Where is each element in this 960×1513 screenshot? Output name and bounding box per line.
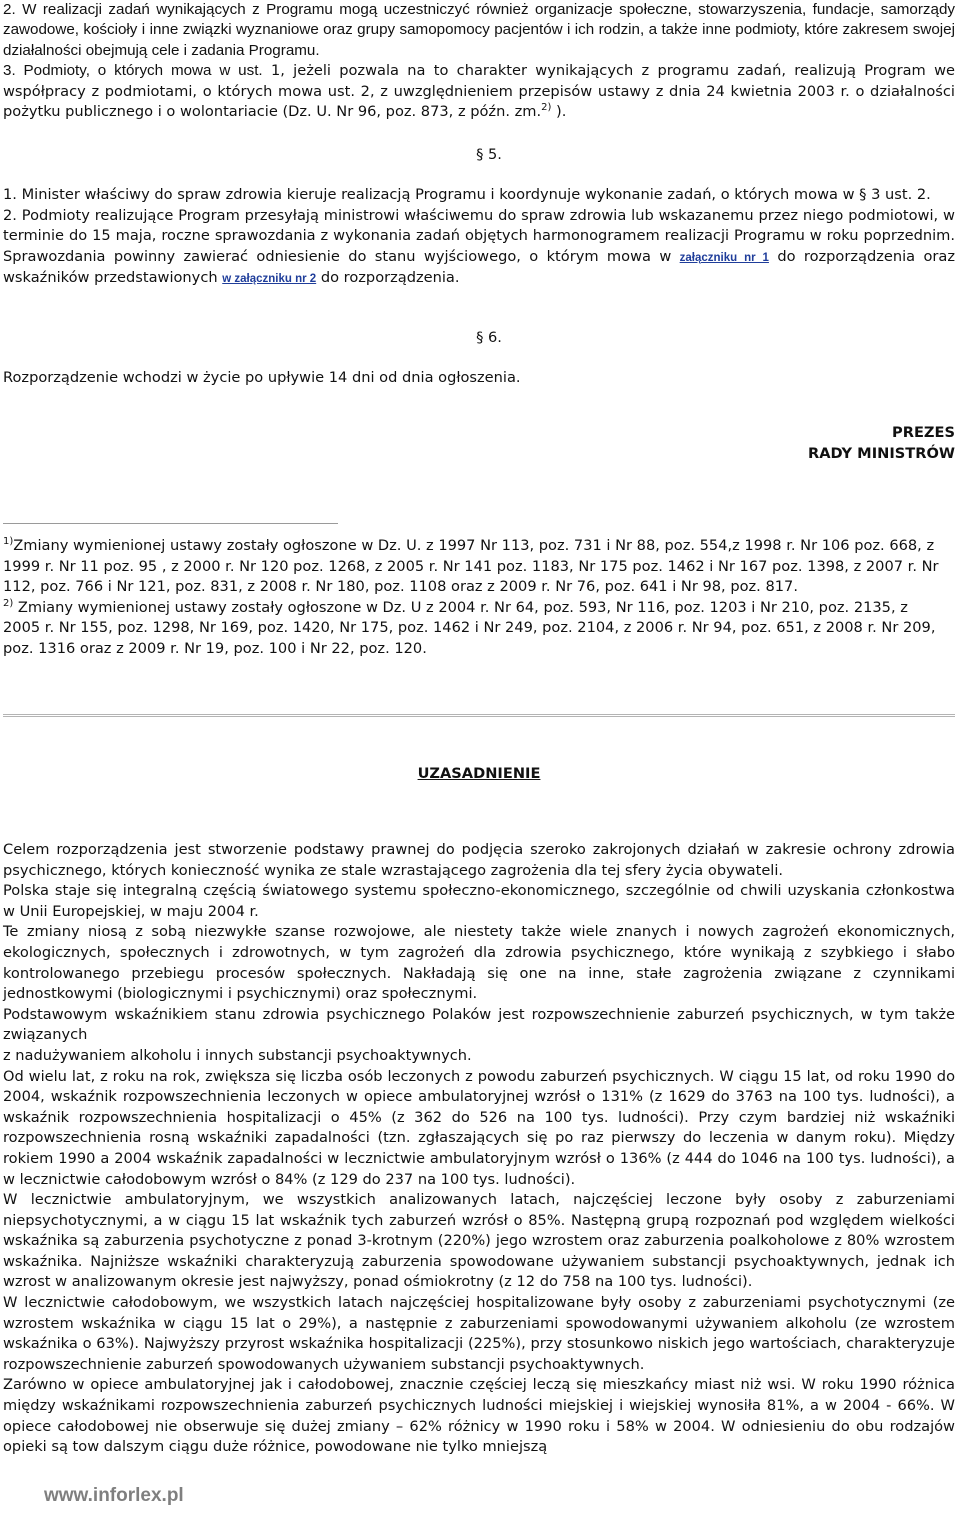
section-6-number: § 6. (476, 329, 502, 346)
footnotes (3, 536, 955, 660)
signature-block (3, 423, 955, 464)
watermark-logo: www.inforlex.pl (44, 1485, 184, 1506)
program-paragraph-3-end: ). (551, 103, 567, 121)
annex-2-link[interactable]: w załączniku nr 2 (222, 273, 317, 286)
program-paragraph-3-body: 1, jeżeli pozwala na to charakter wynikających z programu zadań, realizują Program we współpracy z podmiotami, o których mowa ust. 2, z uwzględnieniem przepisów ustawy z dnia 24 kwietnia 2003 r. o działalności pożytku publicznego i o wolontariacie (Dz. U. Nr 96, poz. 873, z późn. zm. (3, 62, 955, 121)
justification-paragraph: Polska staje się integralną częścią światowego systemu społeczno-ekonomicznego, szczególnie od chwili uzyskania członkostwa w Unii Europejskiej, w maju 2004 r. (3, 882, 955, 920)
section-5-paragraph-1: 1. Minister właściwy do spraw zdrowia kieruje realizacją Programu i koordynuje wykonanie zadań, o których mowa w § 3 ust. 2. (3, 186, 931, 203)
footnote-1-text: Zmiany wymienionej ustawy zostały ogłoszone w Dz. U. z 1997 Nr 113, poz. 731 i Nr 88, poz. 554,z 1998 r. Nr 106 poz. 668, z 1999 r. Nr 11 poz. 95 , z 2000 r. Nr 120 poz. 1268, z 2005 r. Nr 141 poz. 1183, Nr 175 poz. 1462 i Nr 167 poz. 1398, z 2007 r. Nr 112, poz. 766 i Nr 121, poz. 831, z 2008 r. Nr 180, poz. 1108 oraz z 2009 r. Nr 76, poz. 641 i Nr 98, poz. 817. (3, 537, 939, 596)
justification-paragraph: Te zmiany niosą z sobą niezwykłe szanse rozwojowe, ale niestety także wiele znanych i nowych zagrożeń ekonomicznych, ekologicznych, społecznych i zdrowotnych, w tym zagrożeń dla zdrowia psychicznego, które wynikają z szybkiego i słabo kontrolowanego przebiegu procesów społecznych. Nakładają się one na inne, stałe zagrożenia związane z czynnikami jednostkowymi (biologicznymi i psychicznymi) oraz społecznymi. (3, 923, 955, 1003)
justification-paragraph: Zarówno w opiece ambulatoryjnej jak i całodobowej, znacznie częściej leczą się mieszkańcy miast niż wsi. W roku 1990 różnica między wskaźnikami rozpowszechnienia zaburzeń psychicznych ludności miejskiej i wiejskiej wynosiła 81%, a w 2004 - 66%. W opiece całodobowej nie obserwuje się dużej zmiany – 62% różnicy w 1990 roku i 58% w 2004. W odniesieniu do obu rodzajów opieki są tow dalszym ciągu duże różnice, powodowane nie tylko mniejszą (3, 1376, 955, 1456)
section-5-paragraph-2-text-b: do rozporządzenia oraz wskaźników przedstawionych (3, 247, 956, 287)
section-5-number: § 5. (476, 146, 502, 163)
footnote-1-mark: 1) (3, 536, 14, 547)
program-paragraph-3 (3, 61, 955, 122)
section-divider (3, 714, 955, 717)
annex-1-link[interactable]: załączniku nr 1 (679, 251, 769, 264)
footnote-2-mark: 2) (3, 597, 14, 609)
justification-paragraph: Celem rozporządzenia jest stworzenie podstawy prawnej do podjęcia szeroko zakrojonych działań w zakresie ochrony zdrowia psychicznego, których konieczność wynika ze stale wzrastającego zagrożenia dla tej sfery życia obywateli. (3, 841, 955, 879)
signature-line-1: PREZES (892, 424, 955, 441)
section-5-body (3, 185, 955, 290)
footnote-2 (3, 598, 955, 660)
program-paragraph-3-start: 3. Podmioty, o których mowa w ust. (3, 62, 263, 80)
section-6-text: Rozporządzenie wchodzi w życie po upływie 14 dni od dnia ogłoszenia. (3, 369, 521, 386)
section-5-paragraph-2 (3, 206, 955, 290)
justification-paragraph: W lecznictwie ambulatoryjnym, we wszystkich analizowanych latach, najczęściej leczone były osoby z zaburzeniami niepsychotycznymi, a w ciągu 15 lat wskaźnik tych zaburzeń wzrósł o 85%. Następną grupą rozpoznań pod względem wielkości wskaźnika są zaburzenia psychotyczne z ponad 3-krotnym (220%) jego wzrostem oraz zaburzenia poalkoholowe z 80% wzrostem wskaźnika. Najniższe wskaźniki charakteryzują zaburzenia spowodowane używaniem substancji psychoaktywnych, jednak ich wzrost w analizowanym okresie jest najwyższy, ponad ośmiokrotny (z 12 do 758 na 100 tys. ludności). (3, 1191, 955, 1291)
program-paragraph-2: 2. W realizacji zadań wynikających z Programu mogą uczestniczyć również organizacje społeczne, stowarzyszenia, fundacje, samorządy zawodowe, kościoły i inne związki wyznaniowe oraz grupy samopomocy pacjentów i ich rodzin, a także inne podmioty, które zakresem swojej działalności obejmują cele i zadania Programu. (3, 1, 955, 59)
section-5-paragraph-2-text-c: do rozporządzenia. (316, 269, 460, 287)
justification-paragraph: Podstawowym wskaźnikiem stanu zdrowia psychicznego Polaków jest rozpowszechnienie zaburzeń psychicznych, w tym także związanych (3, 1005, 955, 1044)
justification-paragraph: W lecznictwie całodobowym, we wszystkich latach najczęściej hospitalizowane były osoby z zaburzeniami psychotycznymi (ze wzrostem wskaźnika w ciągu 15 lat o 29%), a następnie z zaburzeniami spowodowanymi używaniem alkoholu (ze wzrostem wskaźnika o 63%). Najwyższy przyrost wskaźnika hospitalizacji (225%), przy stosunkowo niskich jego wartościach, charakteryzuje rozpowszechnienie zaburzeń spowodowanych używaniem substancji psychoaktywnych. (3, 1294, 955, 1373)
section-5-paragraph-2-text-a: 2. Podmioty realizujące Program przesyłają ministrowi właściwemu do spraw zdrowia lub wskazanemu przez niego podmiotowi, w terminie do 15 maja, roczne sprawozdania z wykonania zadań objętych harmonogramem realizacji Programu w roku poprzednim. Sprawozdania powinny zawierać odniesienie do stanu wyjściowego, o którym mowa w (3, 206, 955, 265)
justification-heading: UZASADNIENIE (417, 765, 541, 782)
footnote-separator (3, 523, 338, 524)
justification-paragraph: z nadużywaniem alkoholu i innych substancji psychoaktywnych. (3, 1046, 472, 1064)
justification-paragraph: Od wielu lat, z roku na rok, zwiększa się liczba osób leczonych z powodu zaburzeń psychicznych. W ciągu 15 lat, od roku 1990 do 2004, wskaźnik rozpowszechnienia leczonych w opiece ambulatoryjnej wzrósł o 131% (z 1629 do 3763 na 100 tys. ludności), a wskaźnik rozpowszechnienia hospitalizacji o 45% (z 362 do 526 na 100 tys. ludności). Przy czym bardziej niż wskaźniki rozpowszechnienia rosną wskaźniki zapadalności (tzn. zgłaszających się po raz pierwszy do leczenia w danym roku). Między rokiem 1990 a 2004 wskaźnik zapadalności w lecznictwie ambulatoryjnym wzrósł o 136% (z 444 do 1046 na 100 tys. ludności), a w lecznictwie całodobowym wzrósł o 84% (z 129 do 237 na 100 tys. ludności). (3, 1067, 955, 1188)
justification-body (3, 840, 955, 1458)
footnote-2-text: Zmiany wymienionej ustawy zostały ogłoszone w Dz. U z 2004 r. Nr 64, poz. 593, Nr 116, poz. 1203 i Nr 210, poz. 2135, z 2005 r. Nr 155, poz. 1298, Nr 169, poz. 1420, Nr 175, poz. 1462 i Nr 249, poz. 2104, z 2006 r. Nr 94, poz. 651, z 2008 r. Nr 209, poz. 1316 oraz z 2009 r. Nr 19, poz. 100 i Nr 22, poz. 120. (3, 598, 936, 657)
footnote-ref-2[interactable]: 2) (541, 102, 552, 114)
footnote-1 (3, 536, 955, 598)
signature-line-2: RADY MINISTRÓW (807, 444, 955, 462)
program-section (3, 0, 955, 122)
